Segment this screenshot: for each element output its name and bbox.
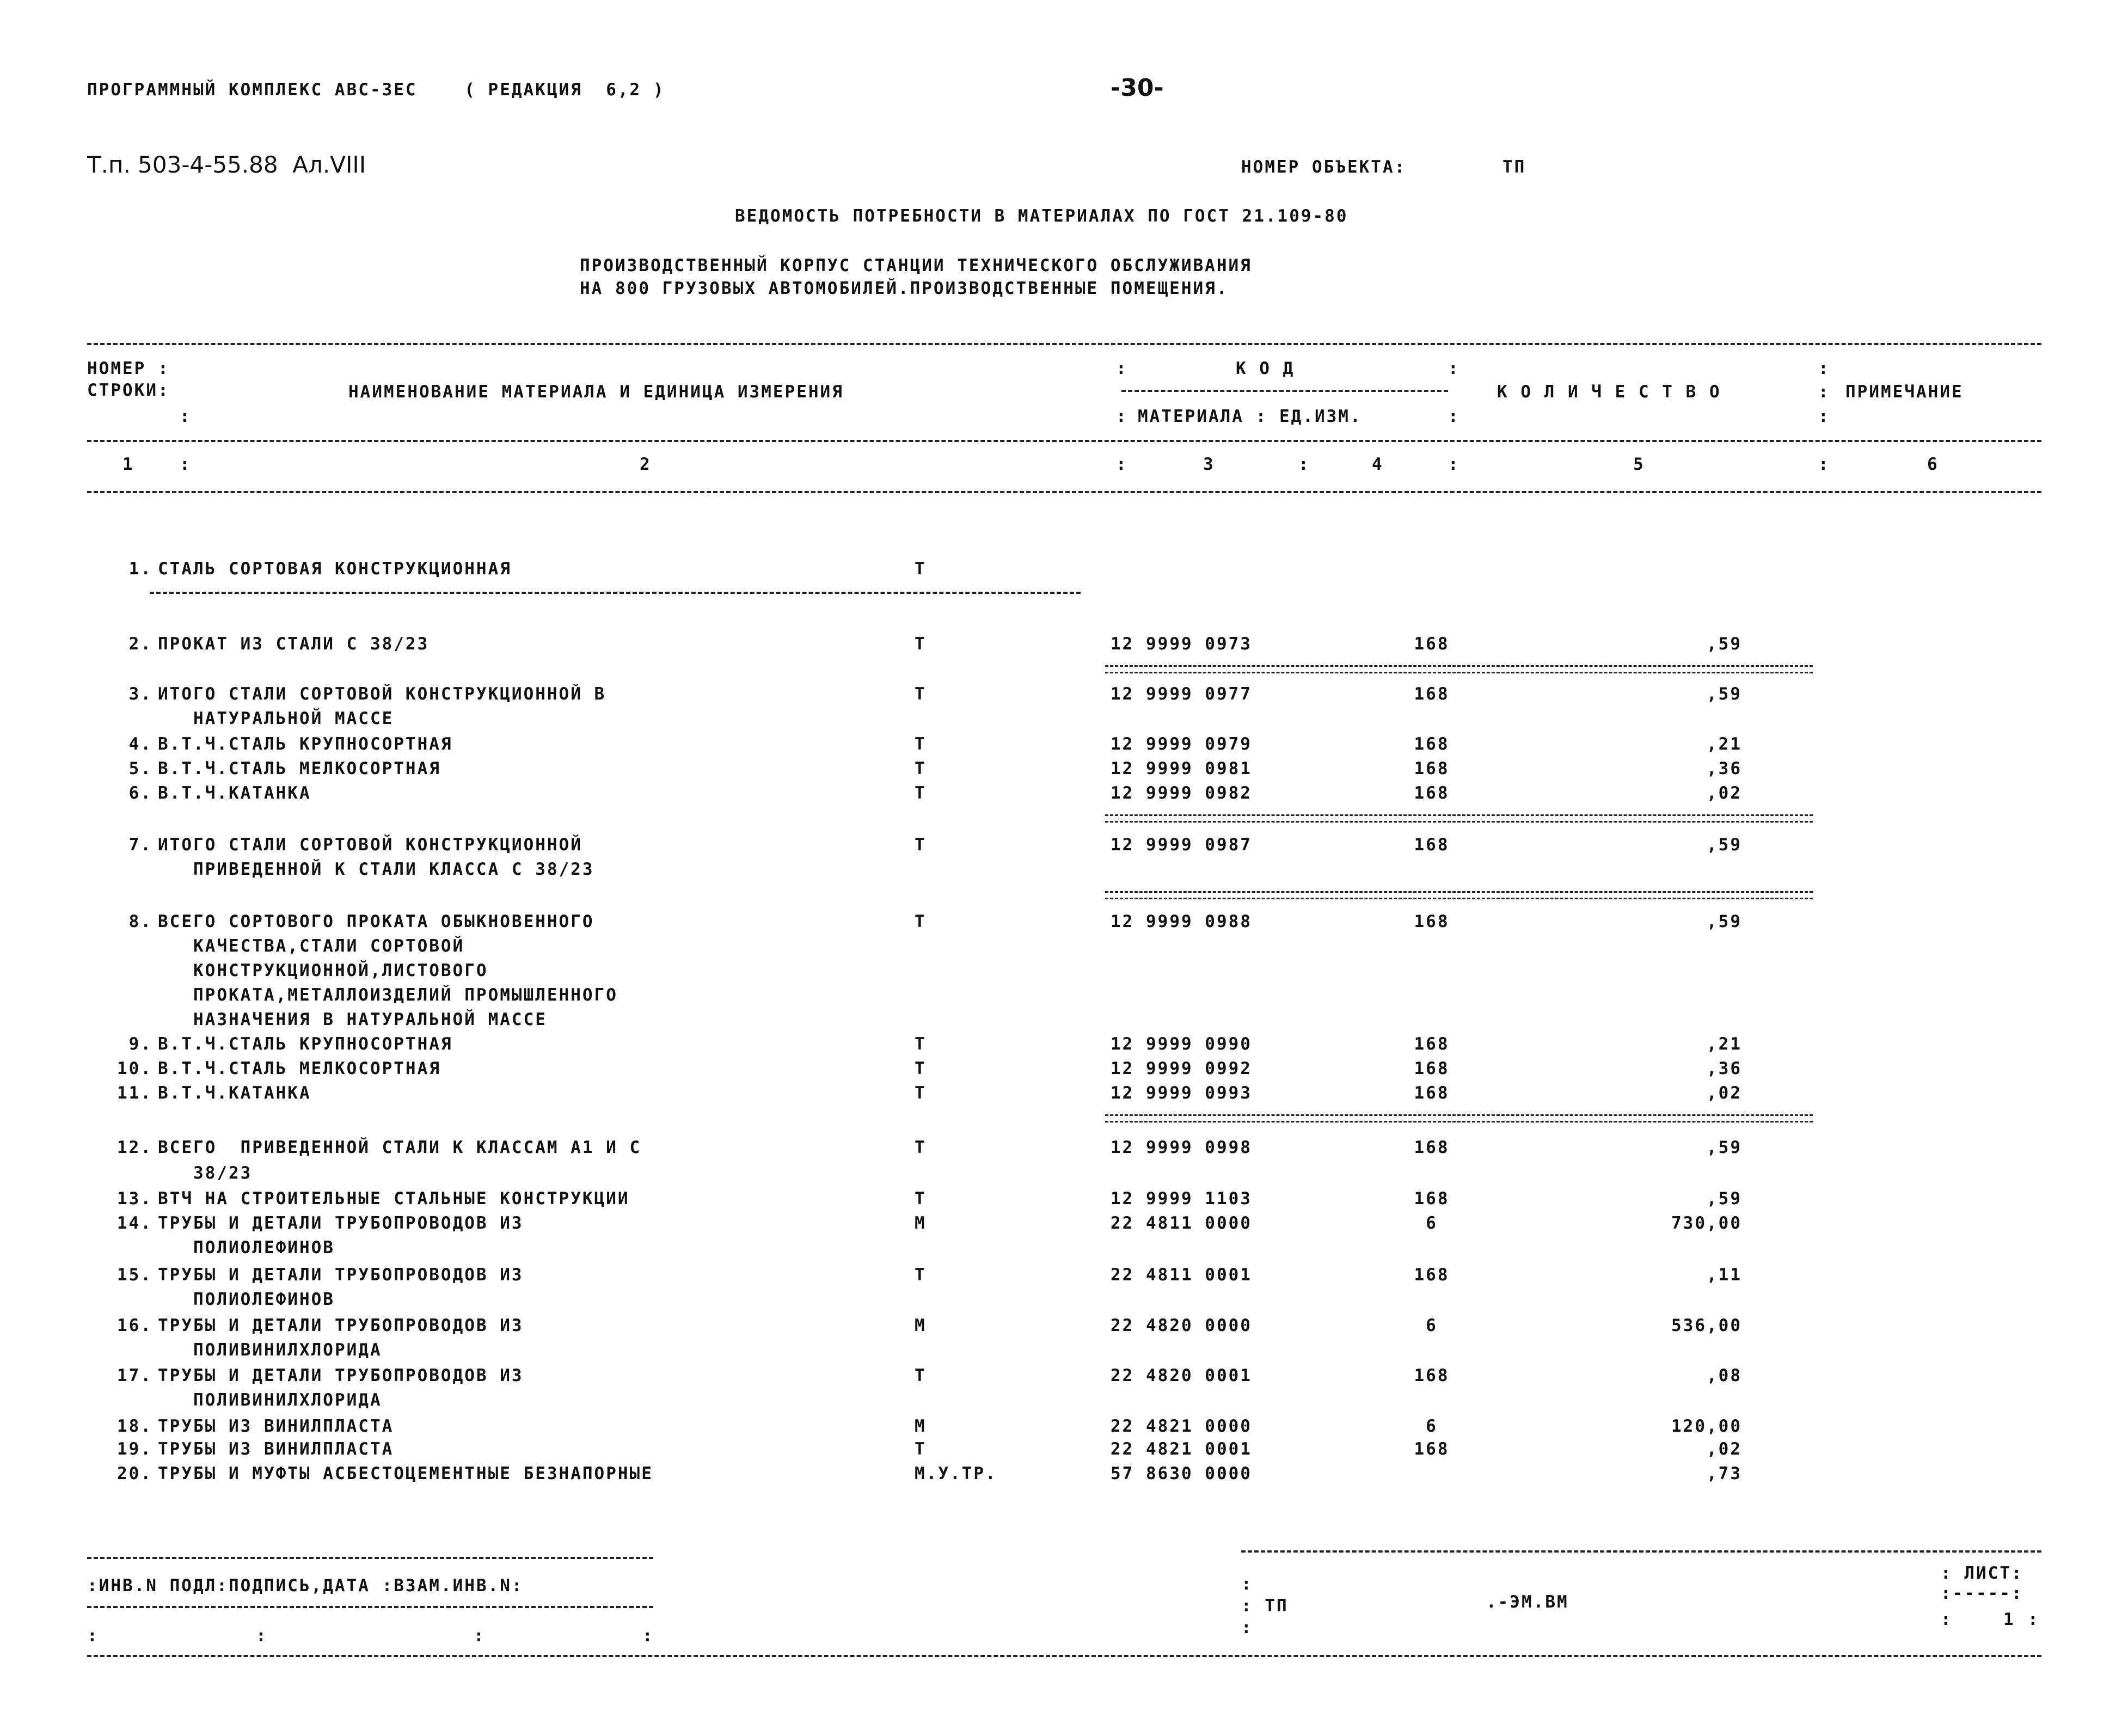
table-row [0, 913, 2122, 935]
quantity: ,59 [1707, 684, 1742, 704]
unit-code: 168 [1414, 1138, 1450, 1157]
title-block-top-rule [1241, 1550, 2041, 1553]
subtotal-rule [1105, 891, 1813, 899]
material-code: 12 9999 0992 [1111, 1059, 1252, 1078]
row-number: 15. [117, 1265, 152, 1285]
material-code: 22 4821 0001 [1111, 1439, 1252, 1459]
row-number: 16. [117, 1316, 152, 1335]
unit: Т [915, 783, 927, 803]
material-name: ТРУБЫ И ДЕТАЛИ ТРУБОПРОВОДОВ ИЗ [158, 1366, 524, 1385]
unit: Т [915, 1439, 927, 1459]
table-row [0, 1267, 2122, 1289]
unit: Т [915, 835, 927, 855]
unit: Т [915, 1265, 927, 1285]
program-name: ПРОГРАММНЫЙ КОМПЛЕКС АВС-3ЕС ( РЕДАКЦИЯ 6,2 ) [87, 80, 665, 100]
row-number: 10. [117, 1059, 152, 1078]
object-number-label: НОМЕР ОБЪЕКТА: [1241, 157, 1407, 177]
quantity: ,59 [1707, 634, 1742, 654]
column-number-2: 2 [640, 455, 652, 474]
material-name: ТРУБЫ И ДЕТАЛИ ТРУБОПРОВОДОВ ИЗ [158, 1316, 524, 1335]
header-code-sep-top-right: : [1448, 359, 1460, 378]
material-code: 22 4820 0000 [1111, 1316, 1252, 1335]
unit-code: 6 [1426, 1213, 1438, 1233]
material-code: 22 4811 0001 [1111, 1265, 1252, 1285]
material-code: 12 9999 0998 [1111, 1138, 1252, 1157]
material-name-continued: ПОЛИОЛЕФИНОВ [193, 1238, 335, 1257]
material-code: 12 9999 0988 [1111, 912, 1252, 931]
row-number: 11. [117, 1083, 152, 1103]
quantity: ,11 [1707, 1265, 1742, 1285]
stamp-sep-3: : [474, 1626, 486, 1646]
material-code: 12 9999 0990 [1111, 1034, 1252, 1054]
unit-code: 6 [1426, 1316, 1438, 1335]
column-sep-5: : [1818, 455, 1830, 474]
column-sep-3: : [1298, 455, 1310, 474]
table-row [0, 686, 2122, 708]
material-name: В.Т.Ч.СТАЛЬ МЕЛКОСОРТНАЯ [158, 759, 441, 778]
unit-code: 168 [1414, 1439, 1450, 1459]
unit: Т [915, 1366, 927, 1385]
table-row [0, 1418, 2122, 1440]
header-note-sep-1: : [1818, 359, 1830, 378]
unit-code: 168 [1414, 1034, 1450, 1054]
unit: М [915, 1416, 927, 1436]
material-name: ИТОГО СТАЛИ СОРТОВОЙ КОНСТРУКЦИОННОЙ [158, 835, 582, 855]
row-number: 6. [128, 783, 152, 803]
stamp-header: :ИНВ.N ПОДЛ:ПОДПИСЬ,ДАТА :ВЗАМ.ИНВ.N: [87, 1576, 524, 1596]
material-name-continued: 38/23 [193, 1163, 253, 1183]
header-bottom-rule [87, 491, 2041, 493]
unit: Т [915, 559, 927, 579]
title-block-doc-code: .-ЭМ.ВМ [1486, 1592, 1569, 1612]
table-row [0, 785, 2122, 807]
stamp-mid-rule [87, 1606, 653, 1608]
section-underline [150, 592, 1081, 594]
sheet-number-sep-right: : [2028, 1610, 2040, 1629]
material-name: ВСЕГО СОРТОВОГО ПРОКАТА ОБЫКНОВЕННОГО [158, 912, 594, 931]
table-row [0, 837, 2122, 858]
unit-code: 168 [1414, 1059, 1450, 1078]
material-code: 22 4820 0001 [1111, 1366, 1252, 1385]
table-row [0, 1139, 2122, 1161]
unit: Т [915, 1189, 927, 1209]
material-code: 57 8630 0000 [1111, 1464, 1252, 1483]
header-material-name: НАИМЕНОВАНИЕ МАТЕРИАЛА И ЕДИНИЦА ИЗМЕРЕНИЯ [348, 382, 844, 402]
table-row [0, 1441, 2122, 1463]
object-number-value: ТП [1502, 157, 1526, 177]
table-row [0, 736, 2122, 758]
material-name-continued: ПРИВЕДЕННОЙ К СТАЛИ КЛАССА С 38/23 [193, 860, 594, 879]
column-sep-2: : [1116, 455, 1128, 474]
subtotal-rule [1105, 814, 1813, 823]
unit-code: 168 [1414, 1189, 1450, 1209]
unit: Т [915, 734, 927, 754]
quantity: ,36 [1707, 759, 1742, 778]
unit-code: 168 [1414, 912, 1450, 931]
material-code: 12 9999 0973 [1111, 634, 1252, 654]
unit: М [915, 1316, 927, 1335]
unit: М.У.ТР. [915, 1464, 997, 1483]
unit: Т [915, 912, 927, 931]
unit: Т [915, 1034, 927, 1054]
table-top-rule [87, 343, 2041, 345]
quantity: ,21 [1707, 734, 1742, 754]
unit-code: 6 [1426, 1416, 1438, 1436]
table-row [0, 1317, 2122, 1339]
row-number: 8. [128, 912, 152, 931]
table-row [0, 1367, 2122, 1389]
header-code-rule [1121, 390, 1448, 392]
material-name: ВСЕГО ПРИВЕДЕННОЙ СТАЛИ К КЛАССАМ А1 И С [158, 1138, 642, 1157]
row-number: 14. [117, 1213, 152, 1233]
material-name-continued: КАЧЕСТВА,СТАЛИ СОРТОВОЙ [193, 936, 465, 956]
material-name: ВТЧ НА СТРОИТЕЛЬНЫЕ СТАЛЬНЫЕ КОНСТРУКЦИИ [158, 1189, 630, 1209]
quantity: ,59 [1707, 912, 1742, 931]
sheet-label: : ЛИСТ: [1941, 1563, 2023, 1583]
row-number: 17. [117, 1366, 152, 1385]
row-number: 4. [128, 734, 152, 754]
unit: Т [915, 759, 927, 778]
table-row [0, 1036, 2122, 1058]
quantity: 730,00 [1671, 1213, 1742, 1233]
table-row [0, 1191, 2122, 1212]
material-name: В.Т.Ч.СТАЛЬ КРУПНОСОРТНАЯ [158, 734, 453, 754]
material-name: ТРУБЫ ИЗ ВИНИЛПЛАСТА [158, 1439, 394, 1459]
title-block-object: : ТП [1241, 1596, 1289, 1616]
quantity: ,08 [1707, 1366, 1742, 1385]
project-code: Т.п. 503-4-55.88 Ал.VIII [87, 151, 366, 178]
quantity: ,73 [1707, 1464, 1742, 1483]
quantity: 536,00 [1671, 1316, 1742, 1335]
quantity: ,59 [1707, 1138, 1742, 1157]
header-code-sep-top: : [1116, 359, 1128, 378]
column-number-3: 3 [1203, 455, 1215, 474]
column-sep-1: : [180, 455, 192, 474]
material-name-continued: КОНСТРУКЦИОННОЙ,ЛИСТОВОГО [193, 961, 488, 980]
column-number-4: 4 [1372, 455, 1384, 474]
quantity: ,21 [1707, 1034, 1742, 1054]
quantity: ,59 [1707, 835, 1742, 855]
column-number-6: 6 [1927, 455, 1939, 474]
quantity: ,36 [1707, 1059, 1742, 1078]
unit-code: 168 [1414, 734, 1450, 754]
quantity: ,02 [1707, 783, 1742, 803]
unit-code: 168 [1414, 634, 1450, 654]
document-subtitle-line-1: ПРОИЗВОДСТВЕННЫЙ КОРПУС СТАНЦИИ ТЕХНИЧЕСКОГО ОБСЛУЖИВАНИЯ [580, 256, 1252, 275]
column-number-5: 5 [1633, 455, 1645, 474]
column-sep-4: : [1448, 455, 1460, 474]
unit-code: 168 [1414, 783, 1450, 803]
header-row-number-3: : [180, 407, 192, 426]
document-title: ВЕДОМОСТЬ ПОТРЕБНОСТИ В МАТЕРИАЛАХ ПО ГОСТ 21.109-80 [735, 206, 1348, 226]
material-code: 12 9999 0993 [1111, 1083, 1252, 1103]
row-number: 13. [117, 1189, 152, 1209]
unit: Т [915, 684, 927, 704]
page-number: -30- [1111, 74, 1164, 102]
header-row-number-1: НОМЕР : [87, 359, 170, 378]
material-name: ТРУБЫ И МУФТЫ АСБЕСТОЦЕМЕНТНЫЕ БЕЗНАПОРНЫЕ [158, 1464, 653, 1483]
footer-bottom-rule [87, 1655, 2041, 1657]
unit-code: 168 [1414, 1366, 1450, 1385]
quantity: ,59 [1707, 1189, 1742, 1209]
column-number-1: 1 [122, 455, 134, 474]
material-name-continued: ПОЛИВИНИЛХЛОРИДА [193, 1340, 382, 1360]
material-code: 22 4821 0000 [1111, 1416, 1252, 1436]
material-name: В.Т.Ч.СТАЛЬ МЕЛКОСОРТНАЯ [158, 1059, 441, 1078]
row-number: 2. [128, 634, 152, 654]
header-quantity: К О Л И Ч Е С Т В О [1497, 382, 1721, 402]
material-code: 12 9999 0977 [1111, 684, 1252, 704]
table-row [0, 561, 2122, 582]
material-name: ТРУБЫ И ДЕТАЛИ ТРУБОПРОВОДОВ ИЗ [158, 1213, 524, 1233]
stamp-top-rule [87, 1557, 653, 1559]
unit-code: 168 [1414, 1265, 1450, 1285]
row-number: 3. [128, 684, 152, 704]
header-row-number-2: СТРОКИ: [87, 381, 170, 400]
header-code-sep-left: : [1116, 407, 1128, 426]
header-mid-rule [87, 440, 2041, 442]
material-code: 12 9999 1103 [1111, 1189, 1252, 1209]
material-name: В.Т.Ч.СТАЛЬ КРУПНОСОРТНАЯ [158, 1034, 453, 1054]
row-number: 12. [117, 1138, 152, 1157]
header-note: ПРИМЕЧАНИЕ [1845, 382, 1964, 402]
row-number: 9. [128, 1034, 152, 1054]
header-code: К О Д [1236, 359, 1295, 378]
material-name-continued: НАТУРАЛЬНОЙ МАССЕ [193, 709, 394, 728]
material-code: 12 9999 0987 [1111, 835, 1252, 855]
subtotal-rule [1105, 665, 1813, 673]
sheet-rule-text: :-----: [1941, 1584, 2023, 1603]
row-number: 18. [117, 1416, 152, 1436]
header-code-sep-right: : [1448, 407, 1460, 426]
stamp-sep-4: : [642, 1626, 654, 1646]
sheet-number: 1 [2003, 1610, 2015, 1629]
material-name: ИТОГО СТАЛИ СОРТОВОЙ КОНСТРУКЦИОННОЙ В [158, 684, 606, 704]
stamp-sep-2: : [256, 1626, 268, 1646]
unit: Т [915, 1083, 927, 1103]
stamp-sep-1: : [87, 1626, 99, 1646]
header-code-material: МАТЕРИАЛА : ЕД.ИЗМ. [1138, 407, 1362, 426]
material-code: 12 9999 0979 [1111, 734, 1252, 754]
quantity: ,02 [1707, 1083, 1742, 1103]
row-number: 7. [128, 835, 152, 855]
material-name: ТРУБЫ И ДЕТАЛИ ТРУБОПРОВОДОВ ИЗ [158, 1265, 524, 1285]
material-name: СТАЛЬ СОРТОВАЯ КОНСТРУКЦИОННАЯ [158, 559, 512, 579]
title-block-sep-1: : [1241, 1574, 1253, 1594]
material-name: ТРУБЫ ИЗ ВИНИЛПЛАСТА [158, 1416, 394, 1436]
quantity: ,02 [1707, 1439, 1742, 1459]
unit: Т [915, 634, 927, 654]
material-name-continued: ПРОКАТА,МЕТАЛЛОИЗДЕЛИЙ ПРОМЫШЛЕННОГО [193, 985, 618, 1005]
header-note-sep-3: : [1818, 407, 1830, 426]
material-name-continued: ПОЛИОЛЕФИНОВ [193, 1290, 335, 1309]
material-code: 12 9999 0982 [1111, 783, 1252, 803]
table-row [0, 1060, 2122, 1082]
row-number: 5. [128, 759, 152, 778]
unit: Т [915, 1138, 927, 1157]
material-code: 12 9999 0981 [1111, 759, 1252, 778]
document-subtitle-line-2: НА 800 ГРУЗОВЫХ АВТОМОБИЛЕЙ.ПРОИЗВОДСТВЕННЫЕ ПОМЕЩЕНИЯ. [580, 279, 1229, 298]
unit: Т [915, 1059, 927, 1078]
material-name: ПРОКАТ ИЗ СТАЛИ С 38/23 [158, 634, 430, 654]
unit-code: 168 [1414, 1083, 1450, 1103]
table-row [0, 1085, 2122, 1107]
table-row [0, 1465, 2122, 1487]
title-block-sep-2: : [1241, 1618, 1253, 1637]
row-number: 20. [117, 1464, 152, 1483]
quantity: 120,00 [1671, 1416, 1742, 1436]
table-row [0, 760, 2122, 782]
row-number: 1. [128, 559, 152, 579]
material-name-continued: НАЗНАЧЕНИЯ В НАТУРАЛЬНОЙ МАССЕ [193, 1010, 547, 1029]
unit-code: 168 [1414, 835, 1450, 855]
unit-code: 168 [1414, 759, 1450, 778]
material-name-continued: ПОЛИВИНИЛХЛОРИДА [193, 1390, 382, 1410]
subtotal-rule [1105, 1114, 1813, 1122]
unit-code: 168 [1414, 684, 1450, 704]
unit: М [915, 1213, 927, 1233]
table-row [0, 1215, 2122, 1237]
sheet-number-sep: : [1941, 1610, 1953, 1629]
header-note-sep-2: : [1818, 382, 1830, 402]
material-code: 22 4811 0000 [1111, 1213, 1252, 1233]
row-number: 19. [117, 1439, 152, 1459]
table-row [0, 636, 2122, 658]
material-name: В.Т.Ч.КАТАНКА [158, 783, 311, 803]
material-name: В.Т.Ч.КАТАНКА [158, 1083, 311, 1103]
